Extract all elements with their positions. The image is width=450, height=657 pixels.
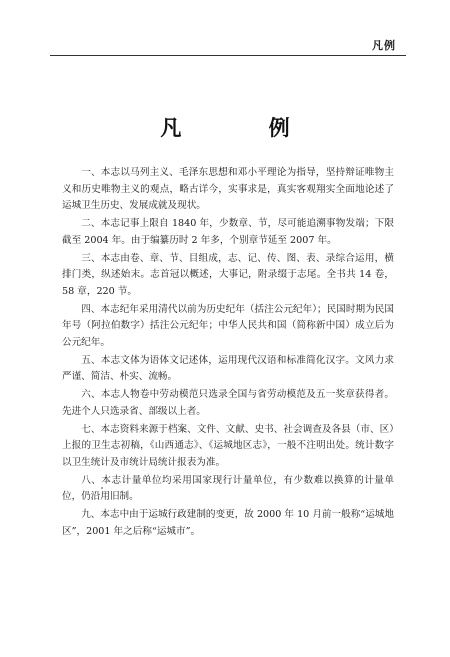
- item-7: 七、本志资料来源于档案、文件、文献、史书、社会调查及各县（市、区）上报的卫生志初稿，《山西通志》、《运城地区志》，一般不注明出处。统计数字以卫生统计及市统计局统计报表为准。: [62, 423, 394, 468]
- item-3: 三、本志由卷、章、节、目组成，志、记、传、图、表、录综合运用，横排门类，纵述始末。志首冠以概述，大事记，附录缀于志尾。全书共 14 卷，58 章，220 节。: [62, 252, 394, 297]
- scan-speck: [101, 487, 103, 489]
- item-4: 四、本志纪年采用清代以前为历史纪年（括注公元纪年）；民国时期为民国年号（阿拉伯数字）括注公元纪年；中华人民共和国（简称新中国）成立后为公元纪年。: [62, 303, 394, 348]
- item-6: 六、本志人物卷中劳动模范只选录全国与省劳动模范及五一奖章获得者。先进个人只选录省、部级以上者。: [62, 389, 394, 417]
- item-8: 八、本志计量单位均采用国家现行计量单位，有少数难以换算的计量单位，仍沿用旧制。: [62, 474, 394, 502]
- running-head-title: 凡例: [372, 39, 396, 52]
- header-rule: [50, 55, 406, 56]
- item-5: 五、本志文体为语体文记述体，运用现代汉语和标准简化汉字。文风力求严谨、简洁、朴实、流畅。: [62, 354, 394, 382]
- body-text: [62, 165, 394, 542]
- page-title: 凡 例: [160, 115, 330, 140]
- item-2: 二、本志记事上限自 1840 年，少数章、节，尽可能追溯事物发端；下限截至 2004 年。由于编纂历时 2 年多，个别章节延至 2007 年。: [62, 218, 394, 246]
- item-9: 九、本志中由于运城行政建制的变更，故 2000 年 10 月前一般称“运城地区”，2001 年之后称“运城市”。: [62, 509, 394, 537]
- item-1: 一、本志以马列主义、毛泽东思想和邓小平理论为指导，坚持辩证唯物主义和历史唯物主义的观点，略古详今，实事求是，真实客观翔实全面地论述了运城卫生历史、发展成就及现状。: [62, 167, 394, 211]
